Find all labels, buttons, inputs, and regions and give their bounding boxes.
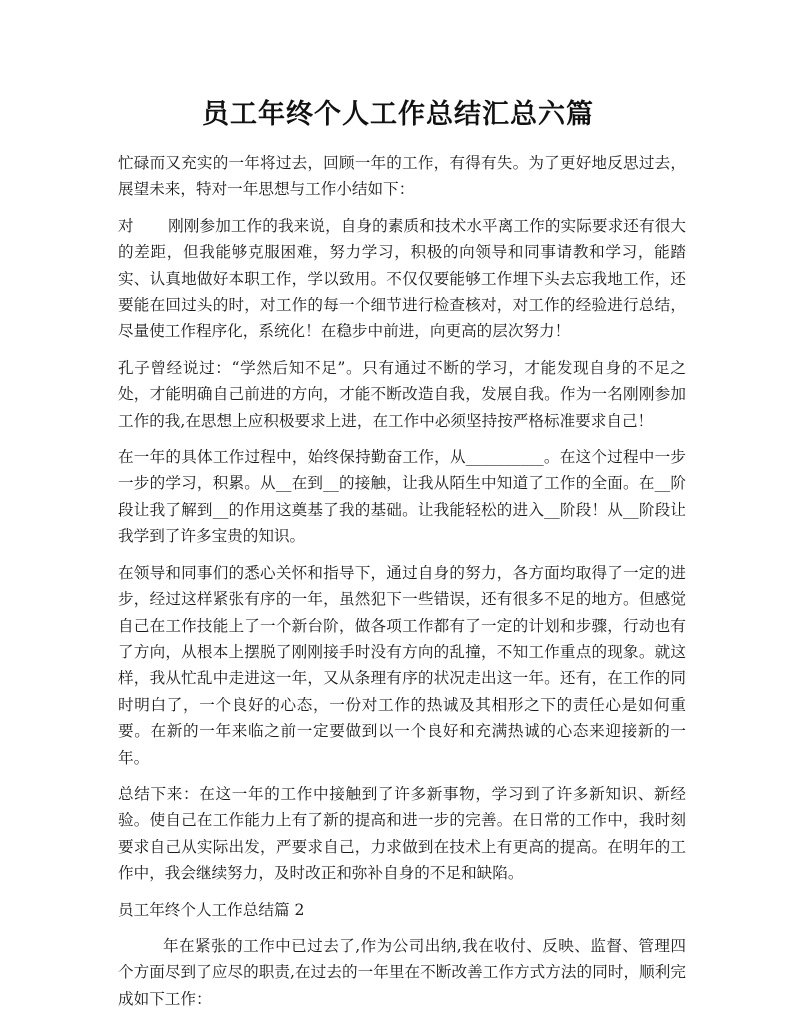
paragraph-new-employee bbox=[118, 213, 686, 345]
section-heading-2: 员工年终个人工作总结篇 2 bbox=[118, 900, 305, 919]
paragraph-lead-word: 对 bbox=[118, 216, 134, 235]
paragraph-work-process: 在一年的具体工作过程中，始终保持勤奋工作，从__________。在这个过程中一步一步的学习，积累。从__在到__的接触，让我从陌生中知道了工作的全面。在__阶段让我了解到__的作用这奠基了我的基础。让我能轻松的进入__阶段！从__阶段让我学到了许多宝贵的知识。 bbox=[118, 448, 686, 546]
paragraph-intro: 忙碌而又充实的一年将过去，回顾一年的工作，有得有失。为了更好地反思过去，展望未来，特对一年思想与工作小结如下： bbox=[118, 154, 686, 199]
paragraph-summary: 总结下来：在这一年的工作中接触到了许多新事物，学习到了许多新知识、新经验。使自己在工作能力上有了新的提高和进一步的完善。在日常的工作中，我时刻要求自己从实际出发，严要求自己，力求做到在技术上有更高的提高。在明年的工作中，我会继续努力，及时改正和弥补自身的不足和缺陷。 bbox=[118, 784, 686, 883]
paragraph-progress: 在领导和同事们的悉心关怀和指导下，通过自身的努力，各方面均取得了一定的进步，经过这样紧张有序的一年，虽然犯下一些错误，还有很多不足的地方。但感觉自己在工作技能上了一个新台阶，做各项工作都有了一定的计划和步骤，行动也有了方向，从根本上摆脱了刚刚接手时没有方向的乱撞，不知工作重点的现象。就这样，我从忙乱中走进这一年，又从条理有序的状况走出这一年。还有，在工作的同时明白了，一个良好的心态，一份对工作的热诚及其相形之下的责任心是如何重要。在新的一年来临之前一定要做到以一个良好和充满热诚的心态来迎接新的一年。 bbox=[118, 563, 686, 767]
paragraph-confucius: 孔子曾经说过：“学然后知不足”。只有通过不断的学习，才能发现自身的不足之处，才能明确自己前进的方向，才能不断改造自我，发展自我。作为一名刚刚参加工作的我,在思想上应积极要求上进，在工作中必须坚持按严格标准要求自己！ bbox=[118, 358, 686, 430]
document-body bbox=[118, 150, 686, 1022]
page-title: 员工年终个人工作总结汇总六篇 bbox=[202, 99, 594, 130]
paragraph-new-employee-text: 刚刚参加工作的我来说，自身的素质和技术水平离工作的实际要求还有很大的差距，但我能够克服困难，努力学习，积极的向领导和同事请教和学习，能踏实、认真地做好本职工作，学以致用。不仅仅要能够工作埋下头去忘我地工作，还要能在回过头的时，对工作的每一个细节进行检查核对，对工作的经验进行总结，尽量使工作程序化，系统化！在稳步中前进，向更高的层次努力！ bbox=[118, 216, 686, 341]
paragraph-cashier: 年在紧张的工作中已过去了,作为公司出纳,我在收付、反映、监督、管理四个方面尽到了应尽的职责,在过去的一年里在不断改善工作方式方法的同时，顺利完成如下工作： bbox=[118, 936, 686, 1008]
